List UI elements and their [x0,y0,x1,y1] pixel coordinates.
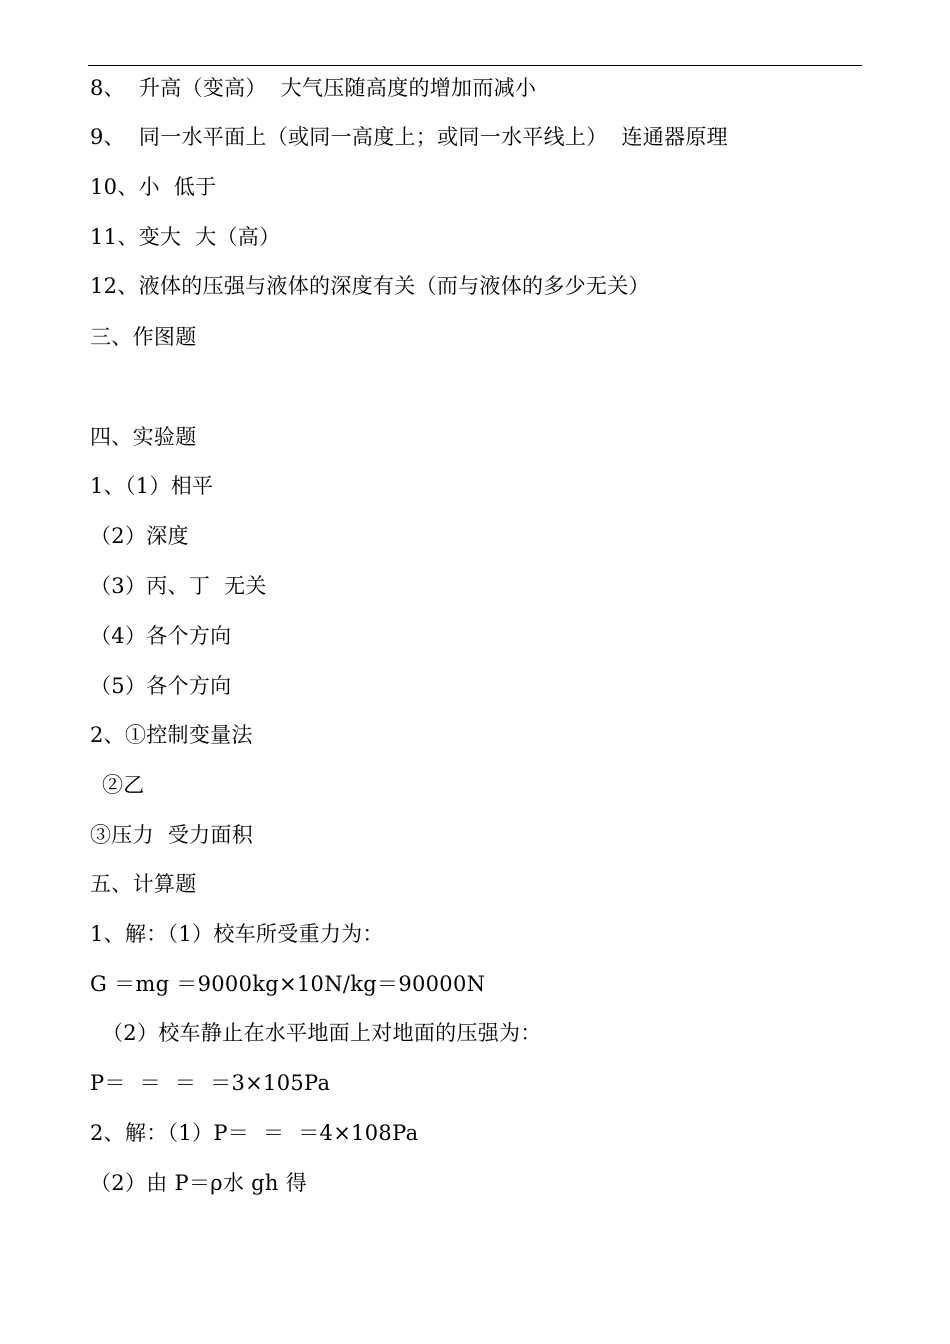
experiment-1-part-5: （5）各个方向 [90,674,232,698]
experiment-2-part-3: ③压力 受力面积 [90,823,254,847]
header-rule [88,65,862,66]
experiment-1-part-4: （4）各个方向 [90,624,232,648]
experiment-2-part-2: ②乙 [102,773,145,797]
experiment-1-part-1: 1、（1）相平 [90,474,214,498]
section-heading-experiment: 四、实验题 [90,425,197,449]
experiment-2-part-1: 2、①控制变量法 [90,723,253,747]
experiment-1-part-3: （3）丙、丁 无关 [90,574,267,598]
section-heading-drawing: 三、作图题 [90,325,197,349]
calc-1-part-2: （2）校车静止在水平地面上对地面的压强为： [102,1021,542,1045]
experiment-1-part-2: （2）深度 [90,524,189,548]
section-heading-calculation: 五、计算题 [90,872,197,896]
calc-1-gravity: G ＝mg ＝9000kg×10N/kg＝90000N [90,972,486,996]
answer-line-8: 8、 升高（变高） 大气压随高度的增加而减小 [90,76,537,100]
answer-line-12: 12、液体的压强与液体的深度有关（而与液体的多少无关） [90,274,650,298]
calc-2-part-2: （2）由 P＝ρ水 gh 得 [90,1171,308,1195]
answer-line-9: 9、 同一水平面上（或同一高度上；或同一水平线上） 连通器原理 [90,125,728,149]
calc-1-intro: 1、解：（1）校车所受重力为： [90,922,384,946]
answer-line-10: 10、小 低于 [90,175,217,199]
calc-1-pressure: P＝ ＝ ＝ ＝3×105Pa [90,1071,331,1095]
answer-line-11: 11、变大 大（高） [90,225,281,249]
calc-2-part-1: 2、解：（1）P＝ ＝ ＝4×108Pa [90,1121,419,1145]
